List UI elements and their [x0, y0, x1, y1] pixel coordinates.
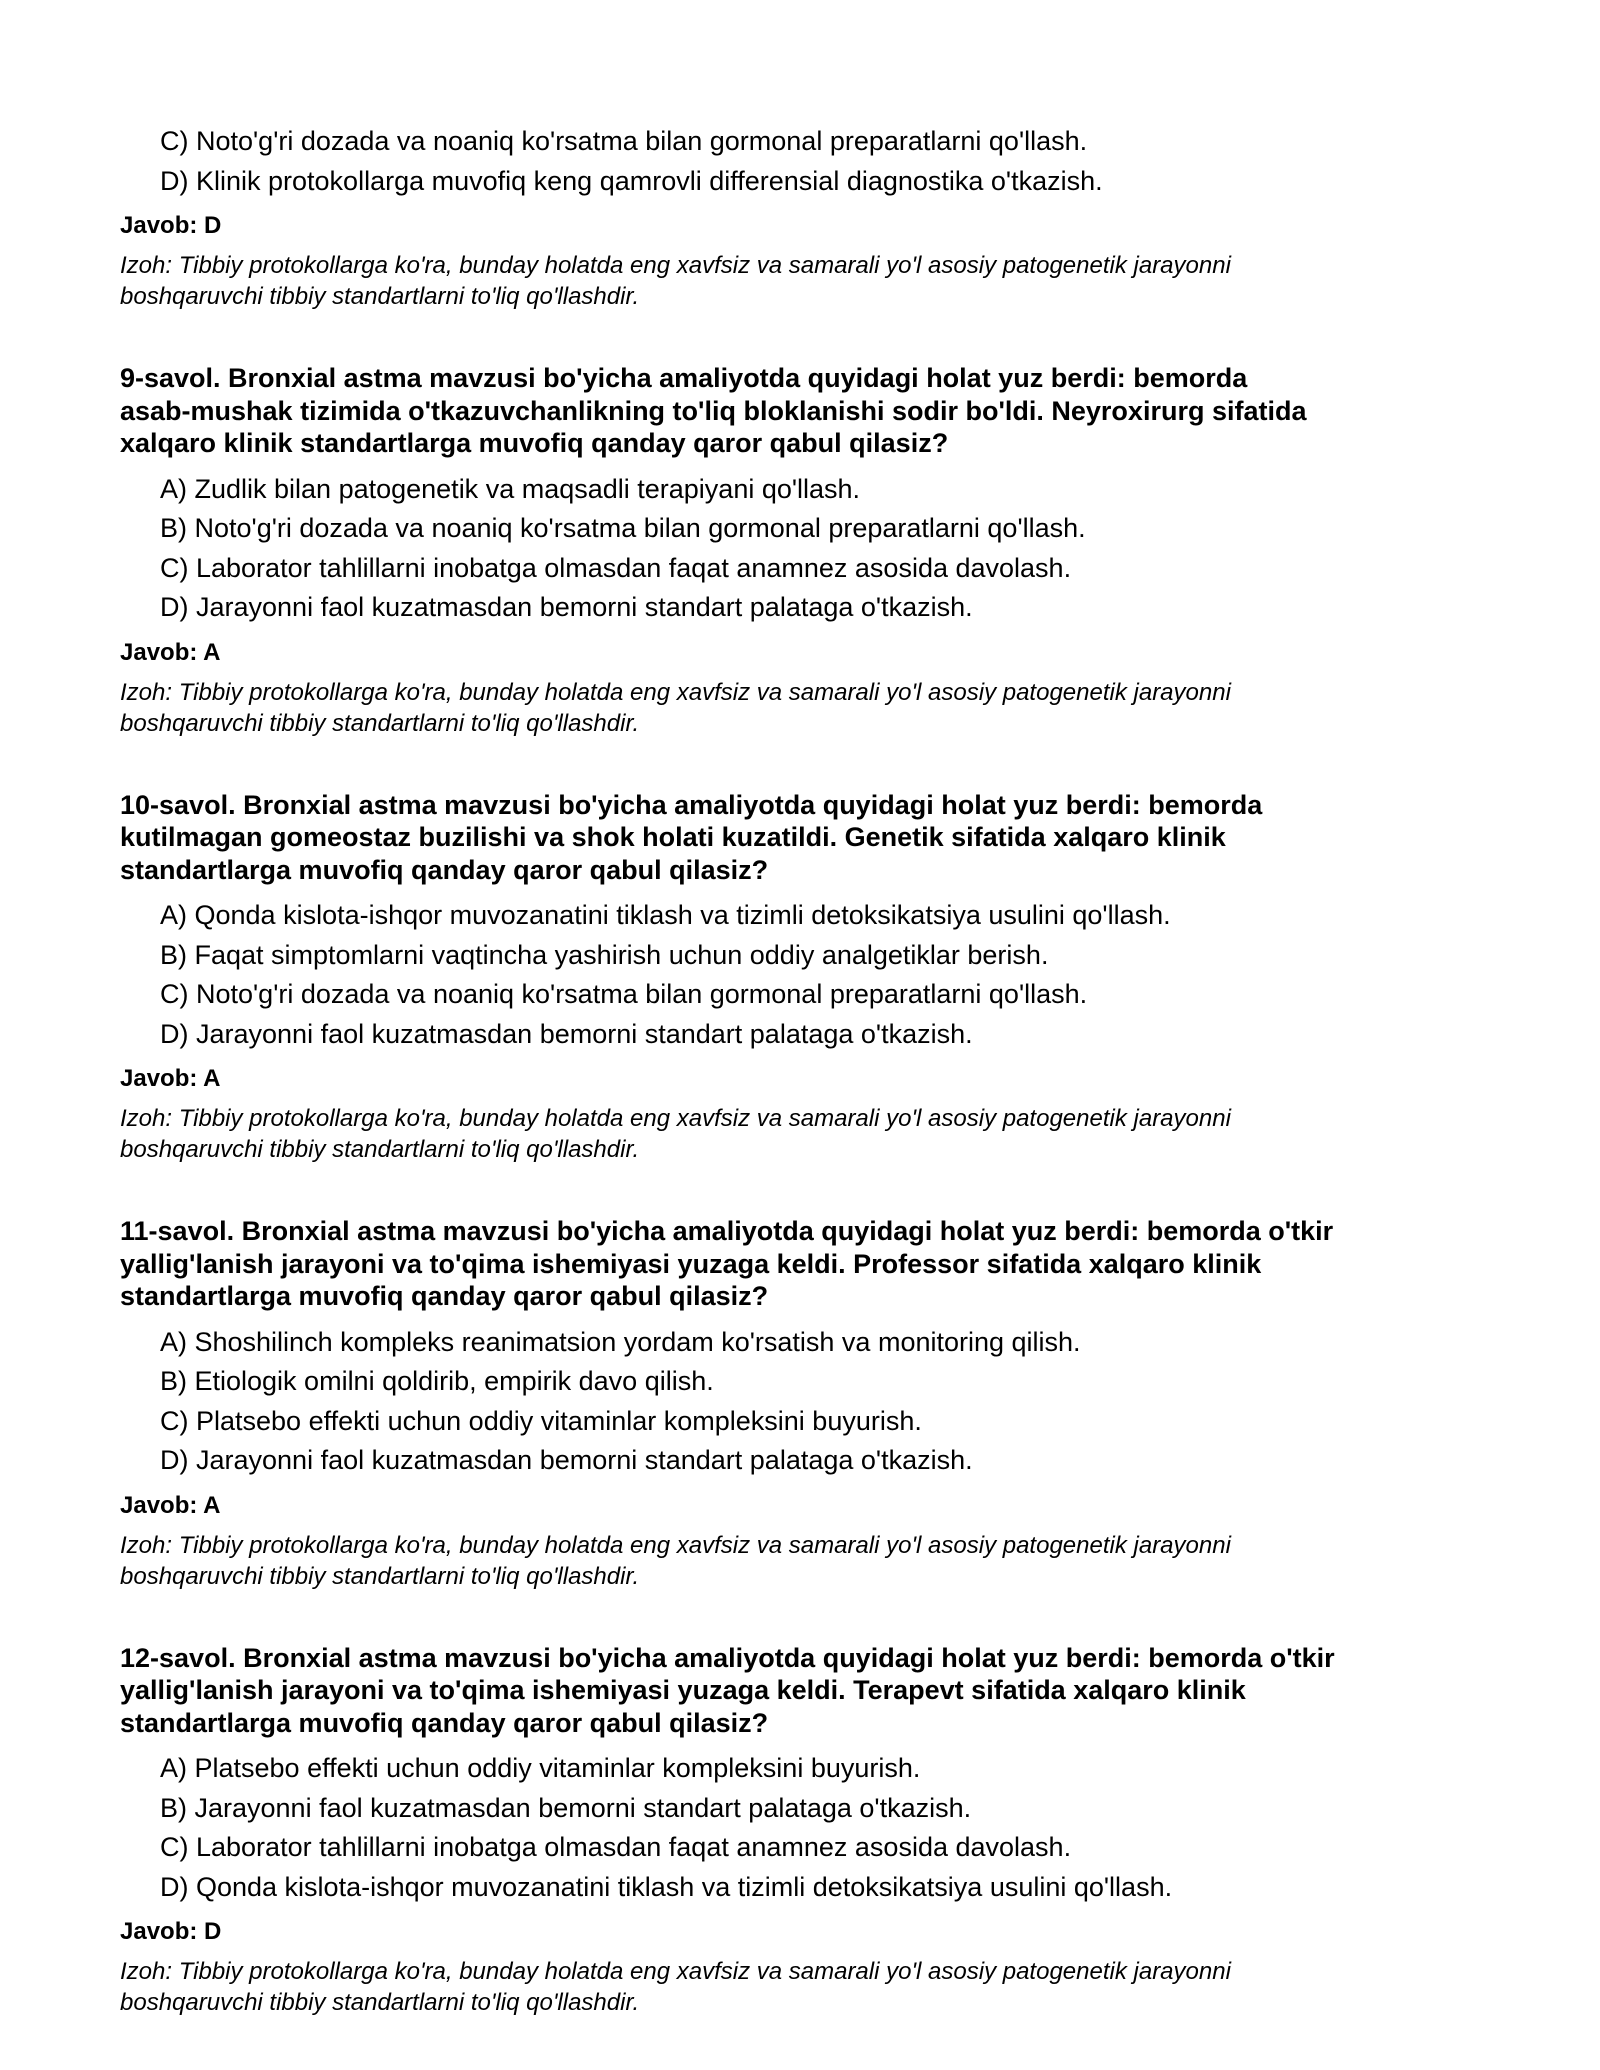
option-c: C) Platsebo effekti uchun oddiy vitaminlar kompleksini buyurish.	[160, 1405, 922, 1436]
explanation-line: boshqaruvchi tibbiy standartlarni to'liq qo'llashdir.	[120, 1989, 640, 2016]
option-d: D) Jarayonni faol kuzatmasdan bemorni standart palataga o'tkazish.	[160, 1445, 973, 1475]
explanation-line: boshqaruvchi tibbiy standartlarni to'liq qo'llashdir.	[120, 283, 640, 310]
explanation-note	[120, 677, 1440, 739]
explanation-note	[120, 250, 1440, 312]
explanation-line: boshqaruvchi tibbiy standartlarni to'liq qo'llashdir.	[120, 1562, 640, 1590]
question-title	[120, 1215, 1440, 1313]
question-title-line: standartlarga muvofiq qanday qaror qabul qilasiz?	[120, 854, 769, 885]
option-c: C) Laborator tahlillarni inobatga olmasdan faqat anamnez asosida davolash.	[160, 1832, 1072, 1862]
option-c: C) Noto'g'ri dozada va noaniq ko'rsatma bilan gormonal preparatlarni qo'llash.	[160, 126, 1088, 156]
question-title	[120, 789, 1440, 887]
answer-label: Javob: A	[120, 638, 221, 666]
question-12	[120, 1642, 1440, 2019]
option-b: B) Jarayonni faol kuzatmasdan bemorni standart palataga o'tkazish.	[160, 1792, 972, 1823]
option-a: A) Qonda kislota-ishqor muvozanatini tiklash va tizimli detoksikatsiya usulini qo'llash.	[160, 900, 1171, 930]
option-a: A) Platsebo effekti uchun oddiy vitaminlar kompleksini buyurish.	[160, 1753, 921, 1783]
question-title	[120, 1642, 1440, 1740]
explanation-note	[120, 1956, 1440, 2018]
option-b: B) Etiologik omilni qoldirib, empirik davo qilish.	[160, 1366, 714, 1396]
question-10	[120, 789, 1440, 1166]
answer-label: Javob: A	[120, 1491, 221, 1519]
explanation-line: Izoh: Tibbiy protokollarga ko'ra, bunday holatda eng xavfsiz va samarali yo'l asosiy patogenetik jarayonni	[120, 1958, 1231, 1985]
question-title-line: xalqaro klinik standartlarga muvofiq qanday qaror qabul qilasiz?	[120, 428, 949, 458]
explanation-line: Izoh: Tibbiy protokollarga ko'ra, bunday holatda eng xavfsiz va samarali yo'l asosiy patogenetik jarayonni	[120, 252, 1231, 279]
explanation-line: Izoh: Tibbiy protokollarga ko'ra, bunday holatda eng xavfsiz va samarali yo'l asosiy patogenetik jarayonni	[120, 678, 1231, 706]
option-a: A) Shoshilinch kompleks reanimatsion yordam ko'rsatish va monitoring qilish.	[160, 1326, 1081, 1357]
explanation-note	[120, 1530, 1440, 1592]
answer-label: Javob: D	[120, 1918, 222, 1945]
option-d: D) Klinik protokollarga muvofiq keng qamrovli differensial diagnostika o'tkazish.	[160, 165, 1103, 196]
option-d: D) Qonda kislota-ishqor muvozanatini tiklash va tizimli detoksikatsiya usulini qo'llash.	[160, 1871, 1173, 1902]
option-c: C) Laborator tahlillarni inobatga olmasdan faqat anamnez asosida davolash.	[160, 552, 1072, 583]
answer-label: Javob: A	[120, 1065, 221, 1092]
question-title-line: kutilmagan gomeostaz buzilishi va shok holati kuzatildi. Genetik sifatida xalqaro klinik	[120, 822, 1226, 852]
option-b: B) Noto'g'ri dozada va noaniq ko'rsatma bilan gormonal preparatlarni qo'llash.	[160, 513, 1086, 543]
option-b: B) Faqat simptomlarni vaqtincha yashirish uchun oddiy analgetiklar berish.	[160, 939, 1049, 970]
answer-label: Javob: D	[120, 212, 222, 239]
option-d: D) Jarayonni faol kuzatmasdan bemorni standart palataga o'tkazish.	[160, 1018, 973, 1049]
question-title-line: 12-savol. Bronxial astma mavzusi bo'yicha amaliyotda quyidagi holat yuz berdi: bemorda o'tkir	[120, 1642, 1335, 1673]
option-c: C) Noto'g'ri dozada va noaniq ko'rsatma bilan gormonal preparatlarni qo'llash.	[160, 979, 1088, 1009]
question-title-line: standartlarga muvofiq qanday qaror qabul qilasiz?	[120, 1707, 769, 1738]
question-title-line: 10-savol. Bronxial astma mavzusi bo'yicha amaliyotda quyidagi holat yuz berdi: bemorda	[120, 789, 1263, 820]
question-title-line: standartlarga muvofiq qanday qaror qabul qilasiz?	[120, 1281, 769, 1311]
question-11	[120, 1215, 1440, 1592]
question-title-line: asab-mushak tizimida o'tkazuvchanlikning to'liq bloklanishi sodir bo'ldi. Neyroxirurg sifatida	[120, 395, 1307, 426]
option-a: A) Zudlik bilan patogenetik va maqsadli terapiyani qo'llash.	[160, 473, 861, 504]
question-title-line: 11-savol. Bronxial astma mavzusi bo'yicha amaliyotda quyidagi holat yuz berdi: bemorda o'tkir	[120, 1216, 1334, 1246]
explanation-line: Izoh: Tibbiy protokollarga ko'ra, bunday holatda eng xavfsiz va samarali yo'l asosiy patogenetik jarayonni	[120, 1105, 1231, 1132]
explanation-line: boshqaruvchi tibbiy standartlarni to'liq qo'llashdir.	[120, 1136, 640, 1163]
document-content	[120, 122, 1440, 2018]
explanation-note	[120, 1103, 1440, 1165]
option-d: D) Jarayonni faol kuzatmasdan bemorni standart palataga o'tkazish.	[160, 592, 973, 622]
question-9	[120, 362, 1440, 739]
question-title	[120, 362, 1440, 460]
explanation-line: boshqaruvchi tibbiy standartlarni to'liq qo'llashdir.	[120, 709, 640, 737]
question-title-line: 9-savol. Bronxial astma mavzusi bo'yicha amaliyotda quyidagi holat yuz berdi: bemorda	[120, 363, 1248, 393]
question-title-line: yallig'lanish jarayoni va to'qima ishemiyasi yuzaga keldi. Terapevt sifatida xalqaro klinik	[120, 1675, 1246, 1705]
question-8-continuation	[120, 122, 1440, 312]
explanation-line: Izoh: Tibbiy protokollarga ko'ra, bunday holatda eng xavfsiz va samarali yo'l asosiy patogenetik jarayonni	[120, 1531, 1231, 1559]
question-title-line: yallig'lanish jarayoni va to'qima ishemiyasi yuzaga keldi. Professor sifatida xalqaro klinik	[120, 1248, 1262, 1279]
